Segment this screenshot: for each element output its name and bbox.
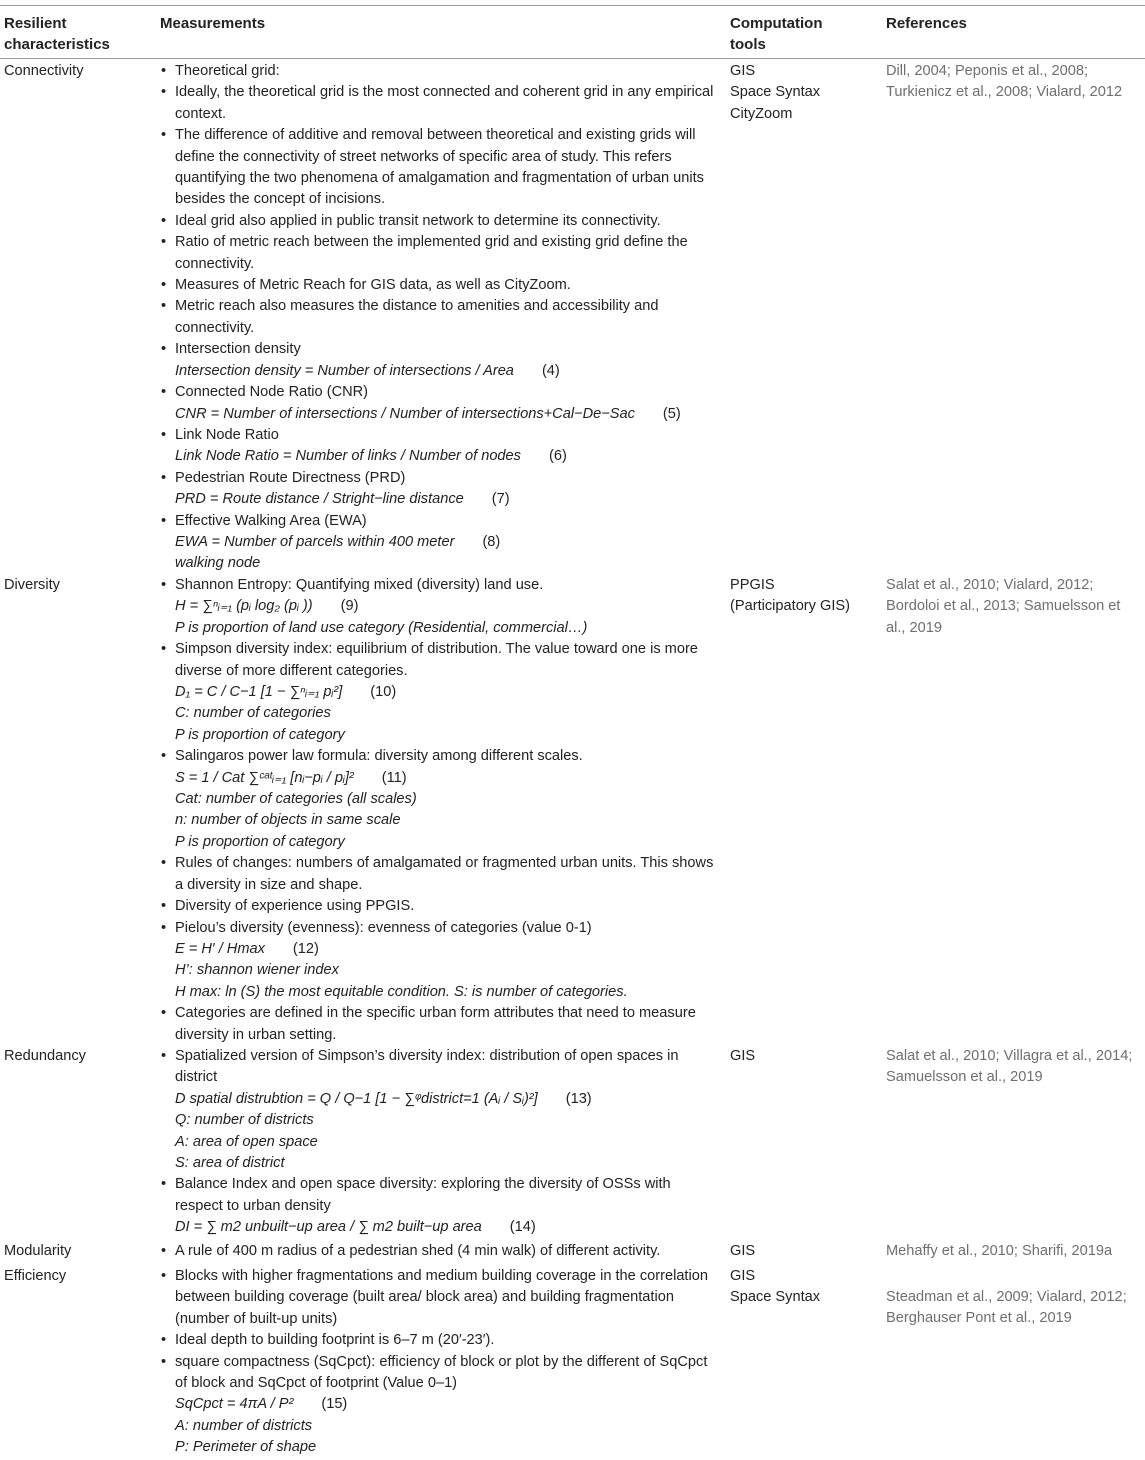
header-bottom-rule xyxy=(0,58,1145,59)
row-references: Salat et al., 2010; Vialard, 2012; Bordoloi et al., 2013; Samuelsson et al., 2019 xyxy=(886,577,1121,636)
formula: P is proportion of category xyxy=(175,726,345,743)
row-characteristic: Redundancy xyxy=(4,1048,86,1064)
measurement-item xyxy=(160,853,720,896)
formula-line xyxy=(160,1217,720,1238)
formula-line xyxy=(160,553,720,574)
measurement-text: Simpson diversity index: equilibrium of distribution. The value toward one is more diverse of more different categories. xyxy=(175,641,698,679)
equation-number: (10) xyxy=(370,684,397,701)
measurement-text: Pielou’s diversity (evenness): evenness of categories (value 0-1) xyxy=(175,919,592,936)
measurement-text: Effective Walking Area (EWA) xyxy=(175,512,367,529)
row-measurements xyxy=(160,61,720,575)
measurement-text: Theoretical grid: xyxy=(175,63,280,79)
measurement-text: Rules of changes: numbers of amalgamated or fragmented urban units. This shows a diversity in size and shape. xyxy=(175,855,714,893)
measurement-text: Link Node Ratio xyxy=(175,426,279,443)
tool-name: (Participatory GIS) xyxy=(730,598,851,615)
measurement-item xyxy=(160,575,720,596)
formula-line xyxy=(160,1089,720,1110)
measurement-item xyxy=(160,339,720,360)
measurement-text: Connected Node Ratio (CNR) xyxy=(175,384,369,401)
formula-line xyxy=(160,446,720,467)
formula-line xyxy=(160,810,720,831)
formula-line xyxy=(160,1437,720,1458)
measurement-item xyxy=(160,1046,720,1089)
formula-line xyxy=(160,682,720,703)
measurement-text: Balance Index and open space diversity: exploring the diversity of OSSs with respect to urban density xyxy=(175,1176,671,1214)
measurement-item xyxy=(160,896,720,917)
measurement-item xyxy=(160,1174,720,1217)
measurement-item xyxy=(160,746,720,767)
tool-name: Space Syntax xyxy=(730,1289,821,1306)
equation-number: (13) xyxy=(565,1090,592,1107)
formula-line xyxy=(160,725,720,746)
measurement-item xyxy=(160,82,720,125)
formula-line xyxy=(160,1110,720,1131)
row-characteristic: Efficiency xyxy=(4,1268,67,1284)
measurement-text: The difference of additive and removal between theoretical and existing grids will define the connectivity of street networks of specific area of study. This refers quantifying the two phenomena of amalgamation and fragmentation of urban units besides the concept of incisions. xyxy=(175,127,704,208)
measurement-text: Spatialized version of Simpson’s diversity index: distribution of open spaces in district xyxy=(175,1048,679,1086)
row-computation-tools xyxy=(730,1046,880,1067)
measurement-item xyxy=(160,1352,720,1395)
measurement-text: Intersection density xyxy=(175,341,301,358)
formula-line xyxy=(160,1153,720,1174)
formula: H = ∑ⁿᵢ₌₁ (pᵢ log₂ (pᵢ )) xyxy=(175,598,313,615)
formula-line xyxy=(160,703,720,724)
equation-number: (4) xyxy=(541,362,560,379)
measurement-item xyxy=(160,1003,720,1046)
formula: D₁ = C / C−1 [1 − ∑ⁿᵢ₌₁ pᵢ²] xyxy=(175,684,343,701)
tool-name: Space Syntax xyxy=(730,84,821,101)
row-characteristic: Modularity xyxy=(4,1243,72,1259)
equation-number: (14) xyxy=(509,1219,536,1236)
measurement-text: Ideally, the theoretical grid is the most connected and coherent grid in any empirical context. xyxy=(175,84,714,122)
formula: n: number of objects in same scale xyxy=(175,812,401,829)
formula: Link Node Ratio = Number of links / Number of nodes xyxy=(175,448,521,465)
measurement-item xyxy=(160,232,720,275)
measurement-item xyxy=(160,211,720,232)
formula: P is proportion of category xyxy=(175,833,345,850)
row-references: Steadman et al., 2009; Vialard, 2012; Berghauser Pont et al., 2019 xyxy=(886,1289,1127,1327)
formula: E = H′ / Hmax xyxy=(175,940,265,957)
measurement-text: Measures of Metric Reach for GIS data, as well as CityZoom. xyxy=(175,277,571,294)
equation-number: (9) xyxy=(340,598,359,615)
formula: walking node xyxy=(175,555,261,572)
measurement-text: square compactness (SqCpct): efficiency of block or plot by the different of SqCpct of block and SqCpct of footprint (Value 0–1) xyxy=(175,1353,708,1392)
equation-number: (15) xyxy=(321,1396,348,1413)
row-references: Salat et al., 2010; Villagra et al., 2014; Samuelsson et al., 2019 xyxy=(886,1048,1133,1086)
equation-number: (7) xyxy=(491,491,510,508)
table-top-rule xyxy=(0,5,1145,6)
tool-name: PPGIS xyxy=(730,577,775,593)
formula-line xyxy=(160,404,720,425)
formula: A: area of open space xyxy=(175,1133,318,1150)
row-measurements xyxy=(160,1241,720,1262)
measurement-text: Blocks with higher fragmentations and medium building coverage in the correlation between building coverage (built area/ block area) and building fragmentation (number of built-up units) xyxy=(175,1268,708,1327)
row-computation-tools xyxy=(730,1241,880,1262)
measurement-text: Diversity of experience using PPGIS. xyxy=(175,898,415,915)
equation-number: (12) xyxy=(292,940,319,957)
formula: DI = ∑ m2 unbuilt−up area / ∑ m2 built−up area xyxy=(175,1219,482,1236)
header-measurements: Measurements xyxy=(160,15,266,32)
formula: CNR = Number of intersections / Number of intersections+Cal−De−Sac xyxy=(175,405,635,422)
formula-line xyxy=(160,532,720,553)
measurement-item xyxy=(160,296,720,339)
formula: Intersection density = Number of intersections / Area xyxy=(175,362,514,379)
equation-number: (11) xyxy=(381,769,407,786)
formula: EWA = Number of parcels within 400 meter xyxy=(175,533,455,550)
formula-line xyxy=(160,939,720,960)
row-references: Mehaffy et al., 2010; Sharifi, 2019a xyxy=(886,1243,1113,1259)
measurement-item xyxy=(160,61,720,82)
formula: P: Perimeter of shape xyxy=(175,1439,317,1456)
measurement-text: Metric reach also measures the distance to amenities and accessibility and connectivity. xyxy=(175,298,659,336)
measurement-item xyxy=(160,425,720,446)
formula: P is proportion of land use category (Residential, commercial…) xyxy=(175,619,588,636)
formula: D spatial distrubtion = Q / Q−1 [1 − ∑ᵠdistrict=1 (Aᵢ / Sᵢ)²] xyxy=(175,1090,538,1107)
formula-line xyxy=(160,361,720,382)
measurement-text: Ratio of metric reach between the implemented grid and existing grid define the connectivity. xyxy=(175,234,688,272)
measurement-text: Salingaros power law formula: diversity among different scales. xyxy=(175,748,583,765)
formula: Q: number of districts xyxy=(175,1112,314,1129)
row-measurements xyxy=(160,1266,720,1459)
formula-line xyxy=(160,618,720,639)
formula-line xyxy=(160,1394,720,1415)
measurement-item xyxy=(160,382,720,403)
measurement-item xyxy=(160,639,720,682)
row-computation-tools xyxy=(730,575,880,618)
row-measurements xyxy=(160,575,720,1046)
formula-line xyxy=(160,832,720,853)
formula-line xyxy=(160,789,720,810)
formula: SqCpct = 4πA / P² xyxy=(175,1396,294,1413)
measurement-text: Ideal grid also applied in public transit network to determine its connectivity. xyxy=(175,212,661,229)
formula-line xyxy=(160,982,720,1003)
formula: S: area of district xyxy=(175,1155,285,1172)
measurement-text: Categories are defined in the specific urban form attributes that need to measure diversity in urban setting. xyxy=(175,1005,696,1043)
formula-line xyxy=(160,960,720,981)
formula-line xyxy=(160,1132,720,1153)
equation-number: (5) xyxy=(662,405,681,422)
row-characteristic: Connectivity xyxy=(4,63,84,79)
tool-name: GIS xyxy=(730,1048,756,1064)
formula: H max: ln (S) the most equitable condition. S: is number of categories. xyxy=(175,983,628,1000)
measurement-item xyxy=(160,468,720,489)
formula: Cat: number of categories (all scales) xyxy=(175,791,417,808)
header-characteristics: Resilient characteristics xyxy=(4,15,110,53)
equation-number: (6) xyxy=(548,448,567,465)
tool-name: GIS xyxy=(730,1268,756,1284)
row-measurements xyxy=(160,1046,720,1239)
formula-line xyxy=(160,596,720,617)
header-tools: Computation tools xyxy=(730,15,823,53)
row-references: Dill, 2004; Peponis et al., 2008; Turkienicz et al., 2008; Vialard, 2012 xyxy=(886,63,1123,101)
measurement-item xyxy=(160,1266,720,1330)
row-characteristic: Diversity xyxy=(4,577,60,593)
formula: PRD = Route distance / Stright−line distance xyxy=(175,491,464,508)
formula-line xyxy=(160,768,720,789)
row-computation-tools xyxy=(730,61,880,125)
measurement-text: Ideal depth to building footprint is 6–7 m (20′-23′). xyxy=(175,1332,495,1349)
tool-name: GIS xyxy=(730,63,756,79)
tool-name: CityZoom xyxy=(730,105,793,122)
formula: C: number of categories xyxy=(175,705,331,722)
measurement-item xyxy=(160,918,720,939)
header-references: References xyxy=(886,15,967,32)
measurement-text: A rule of 400 m radius of a pedestrian shed (4 min walk) of different activity. xyxy=(175,1243,661,1259)
measurement-item xyxy=(160,1241,720,1262)
measurement-text: Pedestrian Route Directness (PRD) xyxy=(175,469,406,486)
formula-line xyxy=(160,1416,720,1437)
measurement-item xyxy=(160,275,720,296)
measurement-item xyxy=(160,1330,720,1351)
formula-line xyxy=(160,489,720,510)
row-computation-tools xyxy=(730,1266,880,1309)
measurement-item xyxy=(160,511,720,532)
formula: A: number of districts xyxy=(175,1417,313,1434)
equation-number: (8) xyxy=(482,533,501,550)
formula: S = 1 / Cat ∑ᶜᵃᵗᵢ₌₁ [nᵢ−pᵢ / pᵢ]² xyxy=(175,769,354,786)
measurement-item xyxy=(160,125,720,211)
tool-name: GIS xyxy=(730,1243,756,1259)
measurement-text: Shannon Entropy: Quantifying mixed (diversity) land use. xyxy=(175,577,544,593)
formula: H’: shannon wiener index xyxy=(175,962,339,979)
